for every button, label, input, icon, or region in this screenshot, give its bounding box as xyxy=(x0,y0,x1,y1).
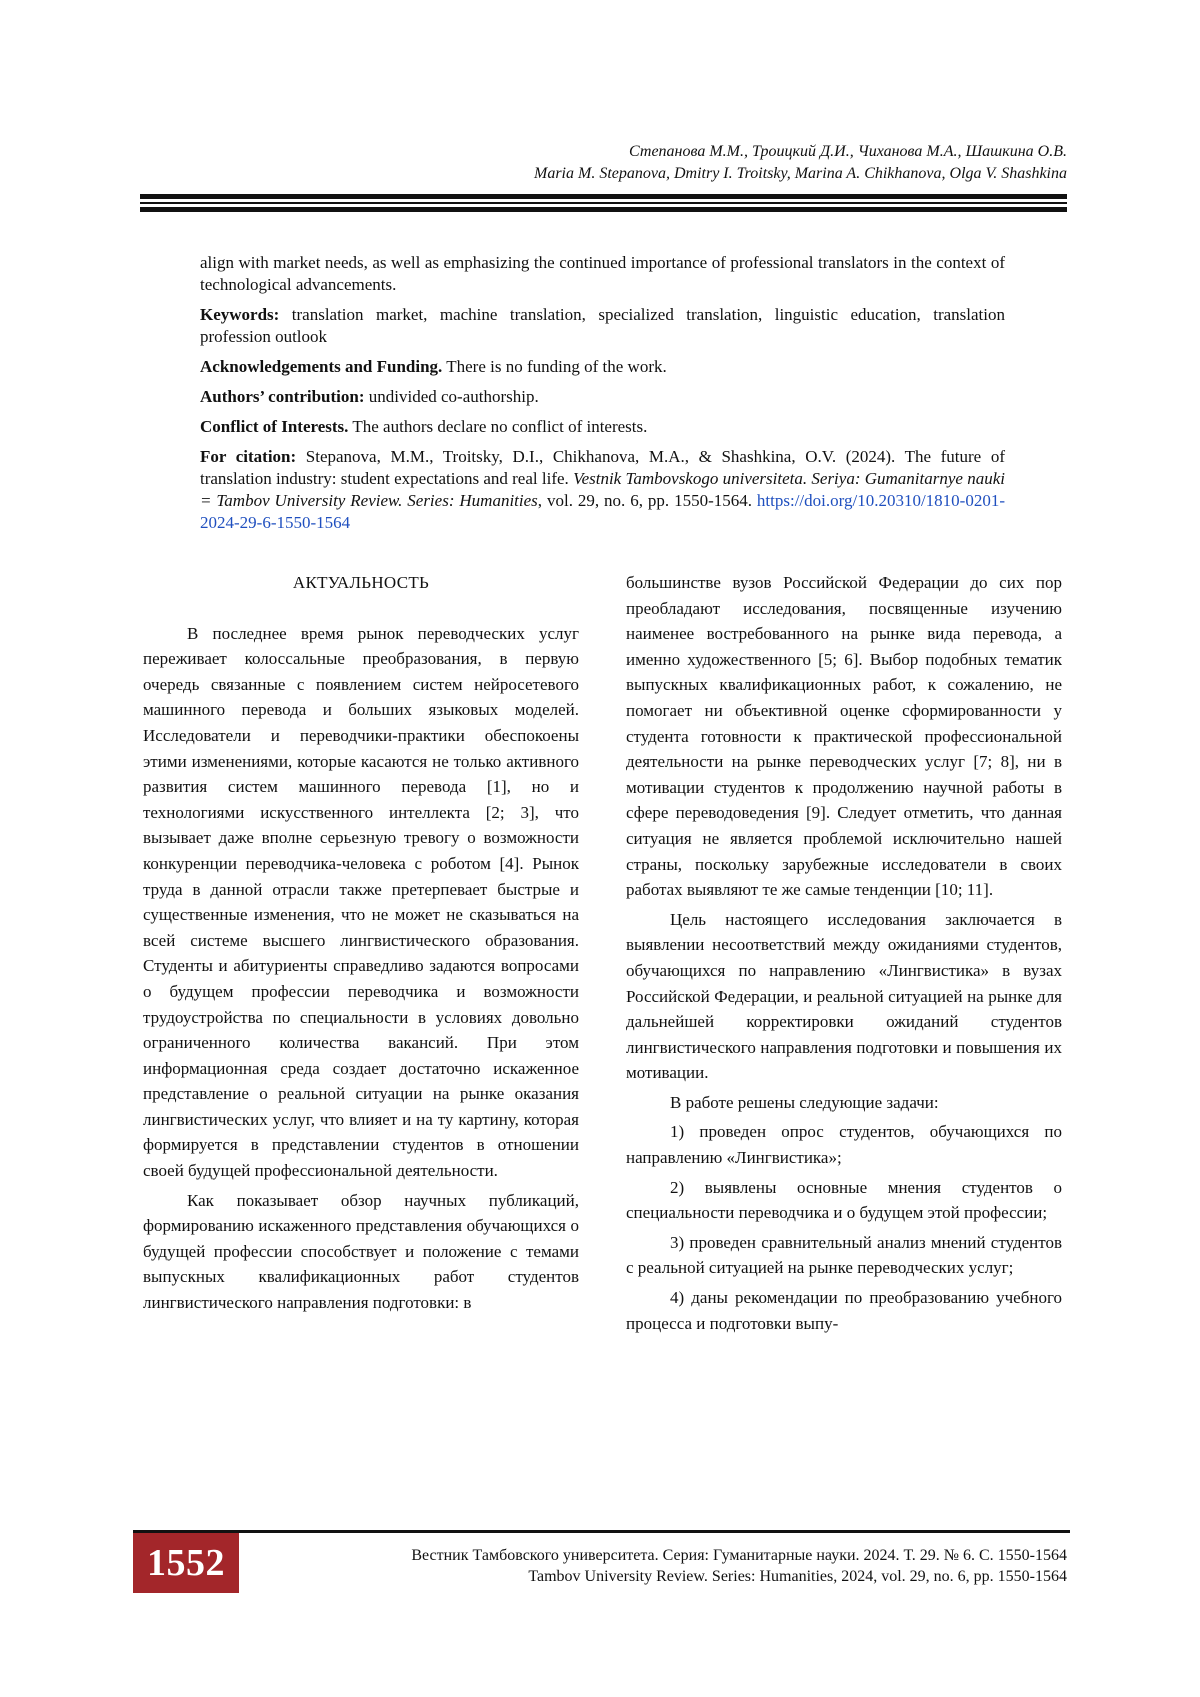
citation-text: Stepanova, M.M., Troitsky, D.I., Chikhanova, M.A., & Shashkina, O.V. (2024). The future of translation industry: student expectations and real life. xyxy=(200,447,1005,488)
body-paragraph: В работе решены следующие задачи: xyxy=(670,1092,939,1112)
list-item: 4) даны рекомендации по преобразованию учебного процесса и подготовки выпу- xyxy=(626,1288,1062,1333)
running-footer xyxy=(411,1545,1067,1587)
header-rule xyxy=(140,194,1067,212)
page-number: 1552 xyxy=(133,1533,239,1593)
section-heading: АКТУАЛЬНОСТЬ xyxy=(292,573,430,592)
contribution-label: Authors’ contribution: xyxy=(200,387,365,406)
conflict-of-interests xyxy=(200,416,1005,438)
header-authors-en: Maria M. Stepanova, Dmitry I. Troitsky, Marina A. Chikhanova, Olga V. Shashkina xyxy=(533,164,1067,182)
citation-journal: Vestnik Tambovskogo universiteta. Seriya: Gumanitarnye nauki = Tambov University Review. Series: Humanities xyxy=(200,469,1005,510)
authors-contribution xyxy=(200,386,1005,408)
running-header xyxy=(534,141,1067,184)
list-item: 2) выявлены основные мнения студентов о специальности переводчика и о будущем этой профессии; xyxy=(626,1177,1062,1223)
keywords-label: Keywords: xyxy=(200,305,280,324)
body-paragraph: Цель настоящего исследования заключается в выявлении несоответствий между ожиданиями студентов, обучающихся по направлению «Лингвистика» в вузах Российской Федерации, и реальной ситуацией на рынке для дальнейшей корректировки ожиданий студентов лингвистического направления подготовки и повышения их мотивации. xyxy=(626,909,1062,1083)
keywords xyxy=(200,304,1005,348)
citation-label: For citation: xyxy=(200,447,297,466)
footer-journal-ru: Вестник Тамбовского университета. Серия: Гуманитарные науки. 2024. Т. 29. № 6. С. 1550-1564 xyxy=(411,1547,1067,1564)
citation-volume: , vol. 29, no. 6, pp. 1550-1564. xyxy=(537,491,757,510)
body-paragraph: большинстве вузов Российской Федерации до сих пор преобладают исследования, посвященные изучению наименее востребованного на рынке вида перевода, а именно художественного [5; 6]. Выбор подобных тематик выпускных квалификационных работ, к сожалению, не помогает ни объективной оценке сформированности у студента готовности к практической профессиональной деятельности на рынке переводческих услуг [7; 8], ни в мотивации студентов к продолжению научной работы в сфере переводоведения [9]. Следует отметить, что данная ситуация не является проблемой исключительно нашей страны, поскольку зарубежные исследователи в своих работах выявляют те же самые тенденции [10; 11]. xyxy=(626,573,1062,900)
header-authors-ru: Степанова М.М., Троицкий Д.И., Чиханова М.А., Шашкина О.В. xyxy=(628,143,1067,160)
body-paragraph: Как показывает обзор научных публикаций, формированию искаженного представления обучающихся о будущей профессии способствует и положение с темами выпускных квалификационных работ студентов лингвистического направления подготовки: в xyxy=(143,1190,579,1313)
citation xyxy=(200,446,1005,534)
conflict-text: The authors declare no conflict of interests. xyxy=(348,417,648,436)
right-column xyxy=(626,570,1062,1336)
abstract-block xyxy=(200,252,1005,542)
funding xyxy=(200,356,1005,378)
list-item: 1) проведен опрос студентов, обучающихся по направлению «Лингвистика»; xyxy=(626,1122,1062,1168)
list-item: 3) проведен сравнительный анализ мнений студентов с реальной ситуацией на рынке переводческих услуг; xyxy=(626,1232,1062,1278)
left-column xyxy=(143,570,579,1316)
doi-link[interactable]: https://doi.org/10.20310/1810-0201-2024-29-6-1550-1564 xyxy=(200,491,1005,532)
footer-rule xyxy=(133,1530,1070,1533)
footer-journal-en: Tambov University Review. Series: Humanities, 2024, vol. 29, no. 6, pp. 1550-1564 xyxy=(528,1568,1067,1585)
keywords-text: translation market, machine translation, specialized translation, linguistic education, translation profession outlook xyxy=(200,305,1005,346)
funding-label: Acknowledgements and Funding. xyxy=(200,357,443,376)
funding-text: There is no funding of the work. xyxy=(442,357,667,376)
abstract-continuation: align with market needs, as well as emphasizing the continued importance of professional translators in the context of technological advancements. xyxy=(200,253,1005,294)
body-paragraph: В последнее время рынок переводческих услуг переживает колоссальные преобразования, в первую очередь связанные с появлением систем нейросетевого машинного перевода и больших языковых моделей. Исследователи и переводчики-практики обеспокоены этими изменениями, которые касаются не только активного развития систем машинного перевода [1], но и технологиями искусственного интеллекта [2; 3], что вызывает даже вполне серьезную тревогу о возможности конкуренции переводчика-человека с роботом [4]. Рынок труда в данной отрасли также претерпевает быстрые и существенные изменения, что не может не сказываться на всей системе высшего лингвистического образования. Студенты и абитуриенты справедливо задаются вопросами о будущем профессии переводчика и возможности трудоустройства по специальности в условиях довольно ограниченного количества вакансий. При этом информационная среда создает достаточно искаженное представление о реальной ситуации на рынке оказания лингвистических услуг, что влияет и на ту картину, которая формируется в представлении студентов в отношении своей будущей профессиональной деятельности. xyxy=(143,623,579,1181)
conflict-label: Conflict of Interests. xyxy=(200,417,349,436)
contribution-text: undivided co-authorship. xyxy=(364,387,539,406)
